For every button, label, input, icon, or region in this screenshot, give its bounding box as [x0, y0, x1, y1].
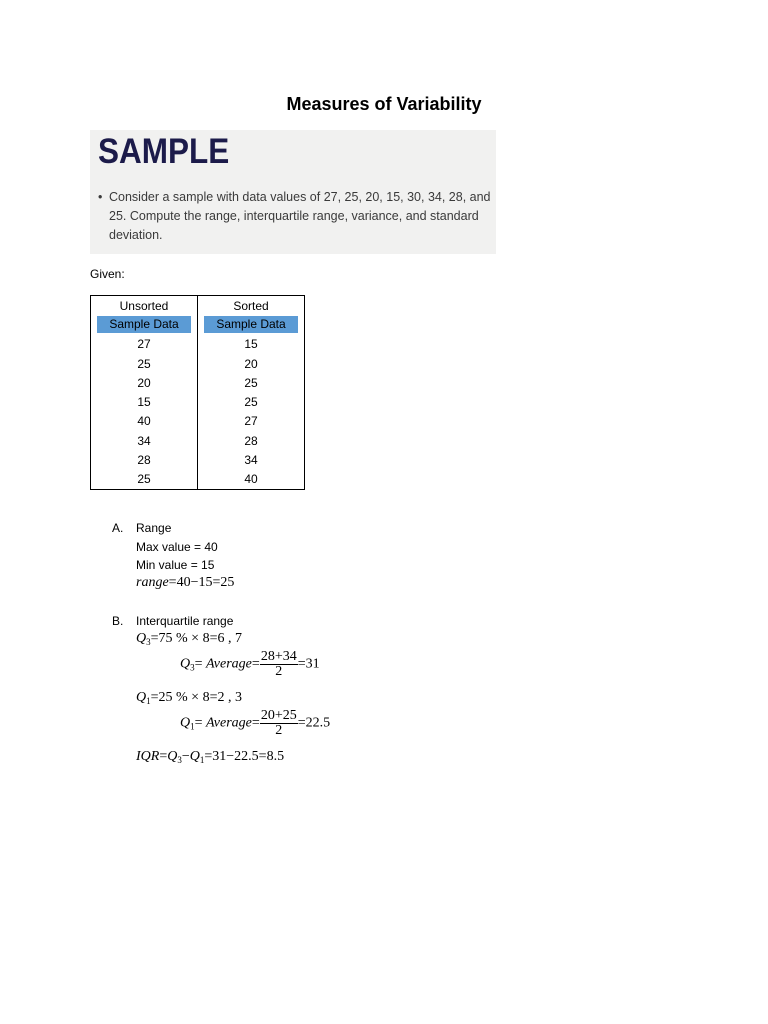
q1-average-formula: $Q_1=$ Average= $\frac{20+25}{2}$ =22.5 [180, 708, 331, 738]
q3-position-formula: $Q_3=75$ % × 8=6 , 7 [136, 631, 242, 647]
q1-position-formula: $Q_1=25$ % × 8=2 , 3 [136, 690, 242, 706]
sample-problem [98, 188, 493, 245]
unsorted-cell: 34 [91, 431, 198, 450]
unsorted-cell: 28 [91, 450, 198, 469]
subheader-cell: Sample Data [97, 316, 191, 333]
header-cell: Unsorted [91, 296, 198, 316]
page-title: Measures of Variability [286, 94, 482, 114]
sorted-cell: 15 [198, 335, 305, 354]
given-label: Given: [90, 267, 125, 281]
table-header-row [91, 296, 305, 316]
table-row [91, 431, 305, 450]
table-row [91, 354, 305, 373]
min-value-line: Min value = 15 [136, 558, 215, 572]
section-a-title: Range [136, 521, 172, 535]
table-row [91, 335, 305, 354]
unsorted-cell: 27 [91, 335, 198, 354]
header-cell: Sorted [198, 296, 305, 316]
sample-image [90, 130, 496, 254]
sorted-cell: 28 [198, 431, 305, 450]
sample-problem-text: Consider a sample with data values of 27, 25, 20, 15, 30, 34, 28, and 25. Compute the range, interquartile range, variance, and standard deviation. [109, 190, 491, 242]
table-row [91, 450, 305, 469]
table-row [91, 412, 305, 431]
data-table [90, 295, 305, 490]
table-row [91, 373, 305, 392]
unsorted-cell: 40 [91, 412, 198, 431]
subheader-cell: Sample Data [204, 316, 298, 333]
sorted-cell: 40 [198, 470, 305, 490]
table-row [91, 392, 305, 411]
sorted-cell: 25 [198, 392, 305, 411]
unsorted-cell: 20 [91, 373, 198, 392]
unsorted-cell: 25 [91, 354, 198, 373]
bullet-icon: • [98, 190, 103, 204]
unsorted-cell: 25 [91, 470, 198, 490]
sample-heading: SAMPLE [98, 132, 230, 171]
table-subheader-row [91, 315, 305, 334]
section-b-label: B. [112, 614, 124, 628]
sorted-cell: 27 [198, 412, 305, 431]
sorted-cell: 34 [198, 450, 305, 469]
section-a-label: A. [112, 521, 124, 535]
max-value-line: Max value = 40 [136, 539, 218, 554]
sorted-cell: 25 [198, 373, 305, 392]
section-b-title: Interquartile range [136, 614, 234, 628]
sorted-cell: 20 [198, 354, 305, 373]
q3-average-formula: $Q_3=$ Average= $\frac{28+34}{2}$ =31 [180, 649, 320, 679]
table-row [91, 470, 305, 490]
range-formula: range=40−15=25 [136, 575, 235, 590]
unsorted-cell: 15 [91, 392, 198, 411]
iqr-formula: $IQR=Q_3-Q_1=31-22.5=8.5$ [136, 749, 285, 765]
